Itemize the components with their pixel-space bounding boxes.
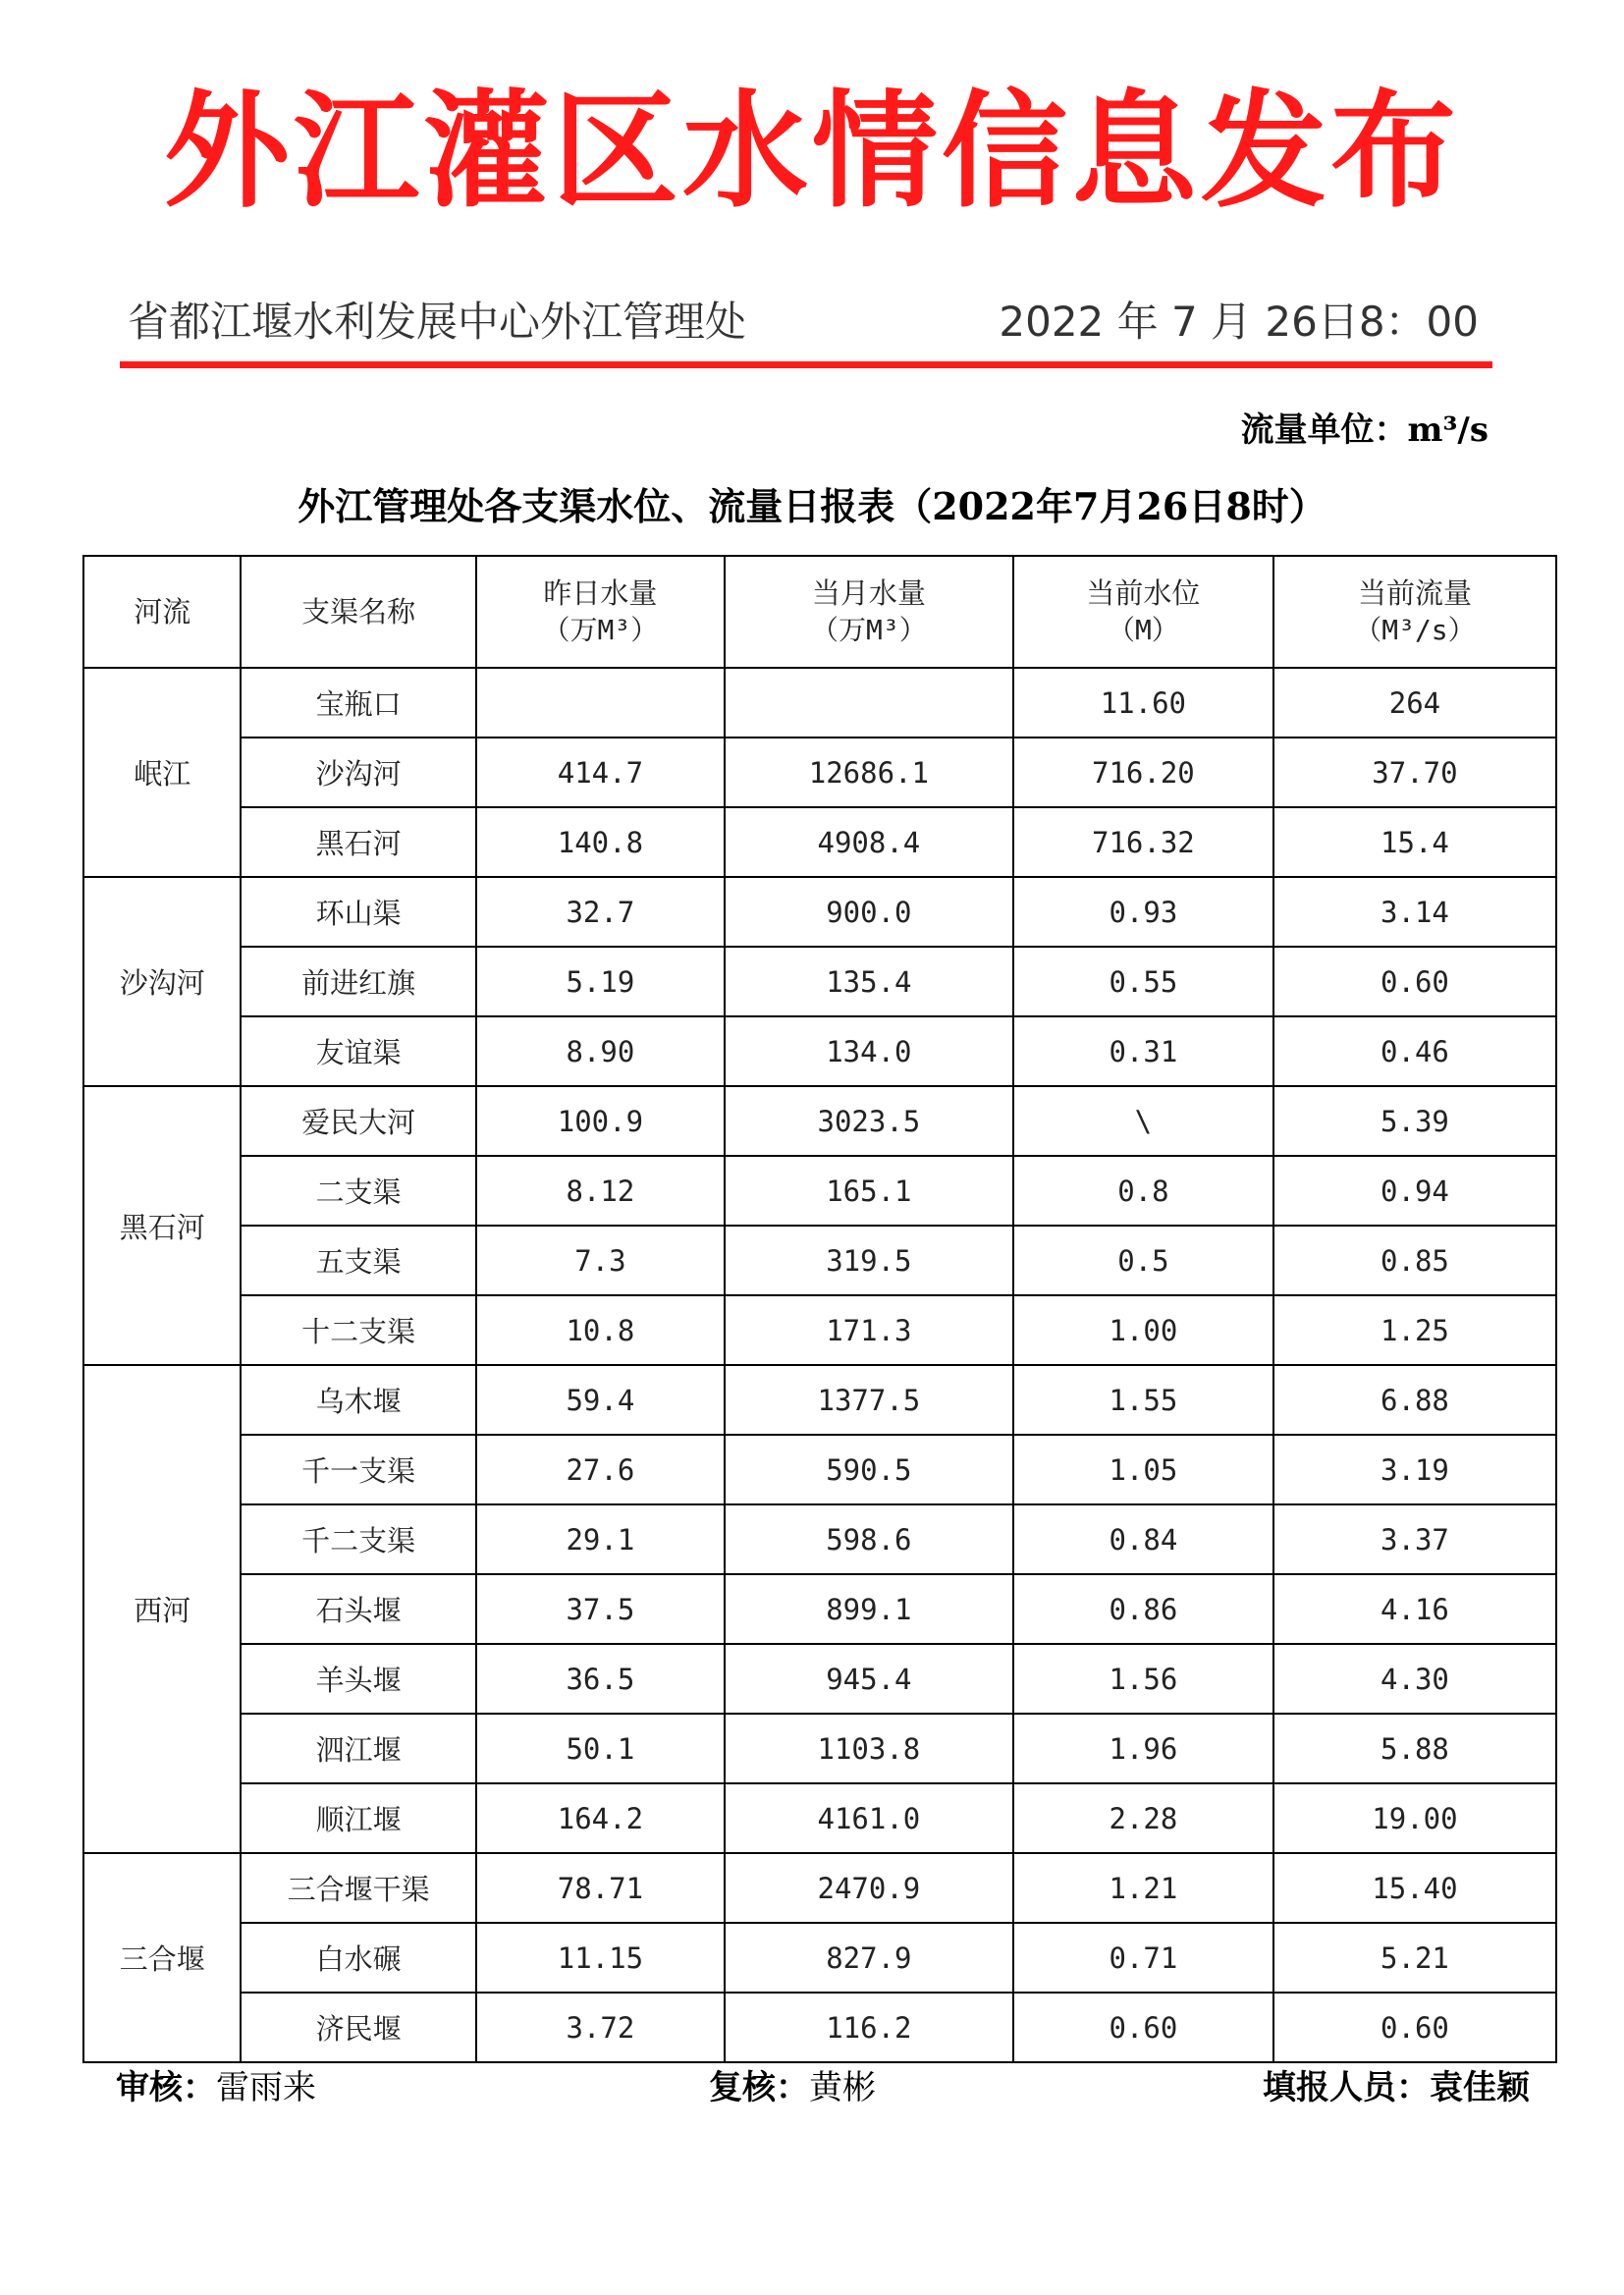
river-cell: 三合堰 [83,1853,241,2062]
month-volume-cell: 900.0 [725,877,1013,947]
filler: 填报人员：袁佳颖 [1263,2068,1530,2107]
yesterday-volume-cell: 8.12 [476,1156,725,1226]
canal-name-cell: 济民堰 [241,1993,475,2062]
month-volume-cell: 135.4 [725,947,1013,1016]
flow-cell: 3.19 [1273,1435,1556,1504]
flow-cell: 5.39 [1273,1086,1556,1156]
water-level-cell: 716.20 [1013,738,1273,807]
month-volume-cell [725,668,1013,738]
header-yesterday-volume [476,556,725,668]
water-level-cell: 1.56 [1013,1644,1273,1714]
table-row [83,1435,1556,1504]
yesterday-volume-cell: 3.72 [476,1993,725,2062]
flow-cell: 0.46 [1273,1016,1556,1086]
canal-name-cell: 黑石河 [241,807,475,877]
water-level-cell: 0.8 [1013,1156,1273,1226]
table-row [83,1016,1556,1086]
canal-name-cell: 五支渠 [241,1226,475,1295]
month-volume-cell: 1103.8 [725,1714,1013,1783]
header-yesterday-volume-label: 昨日水量 [543,576,658,610]
yesterday-volume-cell: 414.7 [476,738,725,807]
flow-cell: 3.37 [1273,1504,1556,1574]
month-volume-cell: 3023.5 [725,1086,1013,1156]
water-level-cell: 0.5 [1013,1226,1273,1295]
canal-name-cell: 二支渠 [241,1156,475,1226]
canal-name-cell: 千一支渠 [241,1435,475,1504]
canal-name-cell: 白水碾 [241,1923,475,1993]
flow-cell: 1.25 [1273,1295,1556,1365]
water-level-cell: 1.21 [1013,1853,1273,1923]
month-volume-cell: 945.4 [725,1644,1013,1714]
water-level-cell: 0.60 [1013,1993,1273,2062]
flow-cell: 37.70 [1273,738,1556,807]
yesterday-volume-cell: 8.90 [476,1016,725,1086]
flow-cell: 0.60 [1273,1993,1556,2062]
water-level-cell: 0.71 [1013,1923,1273,1993]
canal-name-cell: 宝瓶口 [241,668,475,738]
month-volume-cell: 171.3 [725,1295,1013,1365]
page-title: 外江灌区水情信息发布 [163,79,1460,225]
yesterday-volume-cell: 100.9 [476,1086,725,1156]
flow-cell: 4.30 [1273,1644,1556,1714]
table-row [83,1504,1556,1574]
canal-name-cell: 羊头堰 [241,1644,475,1714]
issue-date: 2022 年 7 月 26日8：00 [999,298,1479,346]
yesterday-volume-cell: 27.6 [476,1435,725,1504]
month-volume-cell: 899.1 [725,1574,1013,1644]
month-volume-cell: 598.6 [725,1504,1013,1574]
canal-name-cell: 石头堰 [241,1574,475,1644]
header-canal: 支渠名称 [241,556,475,668]
flow-cell: 4.16 [1273,1574,1556,1644]
water-level-cell: 11.60 [1013,668,1273,738]
yesterday-volume-cell: 7.3 [476,1226,725,1295]
month-volume-cell: 134.0 [725,1016,1013,1086]
header-water-level [1013,556,1273,668]
header-water-level-label: 当前水位 [1086,576,1201,610]
river-cell: 黑石河 [83,1086,241,1365]
table-title: 外江管理处各支渠水位、流量日报表（2022年7月26日8时） [298,484,1326,528]
canal-name-cell: 沙沟河 [241,738,475,807]
table-row [83,807,1556,877]
rechecker-label: 复核： [709,2068,809,2107]
yesterday-volume-cell: 11.15 [476,1923,725,1993]
table-row [83,1853,1556,1923]
flow-cell: 5.88 [1273,1714,1556,1783]
header-flow [1273,556,1556,668]
flow-cell: 0.94 [1273,1156,1556,1226]
water-level-cell: 1.05 [1013,1435,1273,1504]
water-level-cell: 716.32 [1013,807,1273,877]
flow-cell: 5.21 [1273,1923,1556,1993]
table-row [83,738,1556,807]
water-level-cell: 2.28 [1013,1783,1273,1853]
header-flow-unit: （M³/s） [1354,614,1476,646]
table-row [83,1295,1556,1365]
flow-cell: 3.14 [1273,877,1556,947]
table-row [83,668,1556,738]
water-level-cell: 1.55 [1013,1365,1273,1435]
month-volume-cell: 4908.4 [725,807,1013,877]
yesterday-volume-cell: 164.2 [476,1783,725,1853]
water-level-cell: 0.86 [1013,1574,1273,1644]
month-volume-cell: 165.1 [725,1156,1013,1226]
yesterday-volume-cell: 29.1 [476,1504,725,1574]
table-header-row [83,556,1556,668]
river-cell: 西河 [83,1365,241,1853]
flow-unit-note: 流量单位：m³/s [1240,410,1489,450]
month-volume-cell: 116.2 [725,1993,1013,2062]
header-divider [120,361,1492,368]
yesterday-volume-cell [476,668,725,738]
flow-cell: 0.60 [1273,947,1556,1016]
table-row [83,1783,1556,1853]
yesterday-volume-cell: 10.8 [476,1295,725,1365]
water-level-cell: 0.93 [1013,877,1273,947]
flow-cell: 19.00 [1273,1783,1556,1853]
water-level-cell: 1.00 [1013,1295,1273,1365]
table-row [83,1923,1556,1993]
header-month-volume-label: 当月水量 [811,576,926,610]
yesterday-volume-cell: 50.1 [476,1714,725,1783]
month-volume-cell: 2470.9 [725,1853,1013,1923]
table-row [83,1086,1556,1156]
header-flow-label: 当前流量 [1357,576,1472,610]
canal-name-cell: 千二支渠 [241,1504,475,1574]
canal-name-cell: 顺江堰 [241,1783,475,1853]
flow-cell: 264 [1273,668,1556,738]
water-report-table [82,555,1557,2063]
canal-name-cell: 三合堰干渠 [241,1853,475,1923]
water-level-cell: 0.84 [1013,1504,1273,1574]
canal-name-cell: 泗江堰 [241,1714,475,1783]
month-volume-cell: 319.5 [725,1226,1013,1295]
issuer-name: 省都江堰水利发展中心外江管理处 [128,298,747,346]
river-cell: 沙沟河 [83,877,241,1086]
canal-name-cell: 前进红旗 [241,947,475,1016]
flow-cell: 0.85 [1273,1226,1556,1295]
canal-name-cell: 乌木堰 [241,1365,475,1435]
month-volume-cell: 827.9 [725,1923,1013,1993]
table-row [83,877,1556,947]
table-row [83,1644,1556,1714]
reviewer [116,2060,316,2108]
reviewer-label: 审核： [116,2068,216,2107]
water-level-cell: 1.96 [1013,1714,1273,1783]
header-month-volume [725,556,1013,668]
water-level-cell: 0.55 [1013,947,1273,1016]
flow-cell: 15.4 [1273,807,1556,877]
rechecker [709,2060,876,2108]
header-month-volume-unit: （万M³） [811,614,927,646]
water-level-cell: \ [1013,1086,1273,1156]
table-row [83,1993,1556,2062]
yesterday-volume-cell: 78.71 [476,1853,725,1923]
header-water-level-unit: （M） [1107,614,1179,646]
table-row [83,1365,1556,1435]
canal-name-cell: 十二支渠 [241,1295,475,1365]
yesterday-volume-cell: 5.19 [476,947,725,1016]
month-volume-cell: 12686.1 [725,738,1013,807]
table-row [83,1226,1556,1295]
month-volume-cell: 1377.5 [725,1365,1013,1435]
flow-cell: 15.40 [1273,1853,1556,1923]
canal-name-cell: 环山渠 [241,877,475,947]
reviewer-name: 雷雨来 [216,2068,316,2107]
table-row [83,947,1556,1016]
canal-name-cell: 爱民大河 [241,1086,475,1156]
yesterday-volume-cell: 59.4 [476,1365,725,1435]
table-row [83,1156,1556,1226]
rechecker-name: 黄彬 [809,2068,876,2107]
month-volume-cell: 590.5 [725,1435,1013,1504]
header-river: 河流 [83,556,241,668]
table-row [83,1714,1556,1783]
yesterday-volume-cell: 36.5 [476,1644,725,1714]
header-yesterday-volume-unit: （万M³） [542,614,659,646]
yesterday-volume-cell: 140.8 [476,807,725,877]
month-volume-cell: 4161.0 [725,1783,1013,1853]
yesterday-volume-cell: 32.7 [476,877,725,947]
canal-name-cell: 友谊渠 [241,1016,475,1086]
yesterday-volume-cell: 37.5 [476,1574,725,1644]
river-cell: 岷江 [83,668,241,877]
table-row [83,1574,1556,1644]
water-level-cell: 0.31 [1013,1016,1273,1086]
flow-cell: 6.88 [1273,1365,1556,1435]
